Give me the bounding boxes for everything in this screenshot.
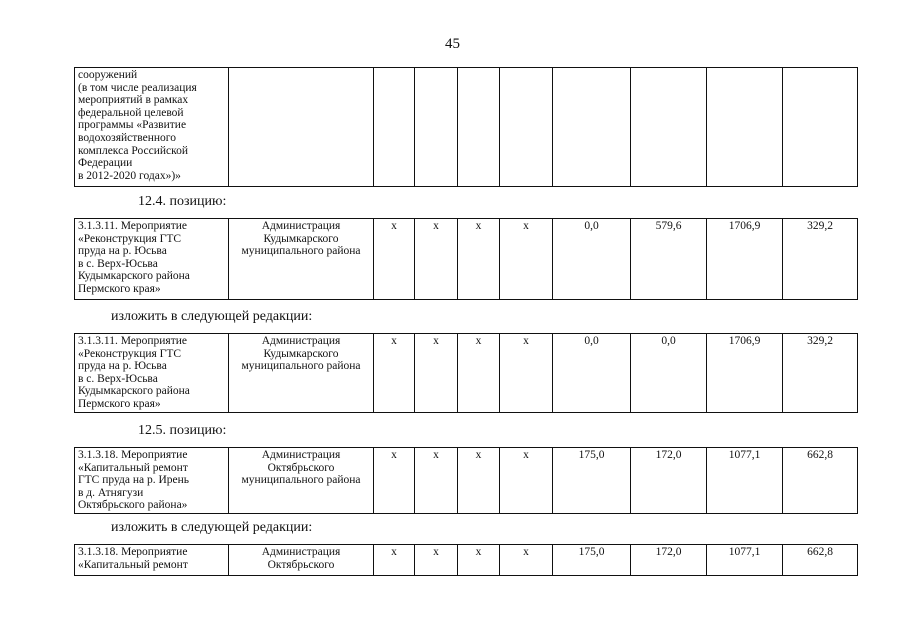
section-heading: изложить в следующей редакции:	[111, 309, 313, 324]
table-row	[75, 219, 858, 300]
table-fragment-3	[74, 333, 858, 413]
measure-name-cell: 3.1.3.11. Мероприятие «Реконструкция ГТС пруда на р. Юсьва в с. Верх-Юсьва Кудымкарского района Пермского края»	[75, 334, 229, 413]
value-cell: 175,0	[553, 448, 631, 514]
value-cell: 172,0	[631, 448, 707, 514]
table-fragment-4	[74, 447, 858, 514]
table-row	[75, 334, 858, 413]
mark-cell: х	[415, 334, 458, 413]
value-cell	[783, 68, 858, 187]
mark-cell: х	[500, 334, 553, 413]
section-heading: 12.4. позицию:	[138, 194, 227, 209]
mark-cell: х	[374, 448, 415, 514]
mark-cell	[415, 68, 458, 187]
value-cell: 662,8	[783, 448, 858, 514]
section-heading: 12.5. позицию:	[138, 423, 227, 438]
value-cell: 1077,1	[707, 545, 783, 576]
value-cell: 329,2	[783, 219, 858, 300]
executor-cell: Администрация Октябрьского	[229, 545, 374, 576]
value-cell	[631, 68, 707, 187]
measure-name-cell: сооружений (в том числе реализация мероприятий в рамках федеральной целевой программы «Развитие водохозяйственного комплекса Российской Федерации в 2012-2020 годах»)»	[75, 68, 229, 187]
value-cell	[707, 68, 783, 187]
measure-name-cell: 3.1.3.11. Мероприятие «Реконструкция ГТС пруда на р. Юсьва в с. Верх-Юсьва Кудымкарского района Пермского края»	[75, 219, 229, 300]
value-cell: 1706,9	[707, 219, 783, 300]
value-cell: 1077,1	[707, 448, 783, 514]
mark-cell: х	[500, 448, 553, 514]
mark-cell: х	[374, 334, 415, 413]
table-row	[75, 448, 858, 514]
value-cell: 0,0	[631, 334, 707, 413]
executor-cell	[229, 68, 374, 187]
measure-name-cell: 3.1.3.18. Мероприятие «Капитальный ремонт	[75, 545, 229, 576]
table-fragment-5	[74, 544, 858, 576]
mark-cell: х	[458, 545, 500, 576]
table-fragment-1	[74, 67, 858, 187]
measure-name-cell: 3.1.3.18. Мероприятие «Капитальный ремонт ГТС пруда на р. Ирень в д. Атнягузи Октябрьского района»	[75, 448, 229, 514]
mark-cell: х	[374, 545, 415, 576]
mark-cell: х	[458, 334, 500, 413]
table-fragment-2	[74, 218, 858, 300]
mark-cell	[374, 68, 415, 187]
executor-cell: Администрация Октябрьского муниципального района	[229, 448, 374, 514]
value-cell: 579,6	[631, 219, 707, 300]
executor-cell: Администрация Кудымкарского муниципального района	[229, 219, 374, 300]
value-cell	[553, 68, 631, 187]
mark-cell: х	[415, 219, 458, 300]
table-row	[75, 545, 858, 576]
mark-cell: х	[500, 219, 553, 300]
value-cell: 329,2	[783, 334, 858, 413]
mark-cell: х	[374, 219, 415, 300]
mark-cell	[458, 68, 500, 187]
table-row	[75, 68, 858, 187]
mark-cell: х	[458, 448, 500, 514]
section-heading: изложить в следующей редакции:	[111, 520, 313, 535]
mark-cell: х	[500, 545, 553, 576]
page-number: 45	[445, 36, 460, 52]
mark-cell	[500, 68, 553, 187]
mark-cell: х	[458, 219, 500, 300]
value-cell: 1706,9	[707, 334, 783, 413]
mark-cell: х	[415, 545, 458, 576]
value-cell: 662,8	[783, 545, 858, 576]
value-cell: 0,0	[553, 334, 631, 413]
executor-cell: Администрация Кудымкарского муниципального района	[229, 334, 374, 413]
value-cell: 0,0	[553, 219, 631, 300]
value-cell: 172,0	[631, 545, 707, 576]
value-cell: 175,0	[553, 545, 631, 576]
mark-cell: х	[415, 448, 458, 514]
